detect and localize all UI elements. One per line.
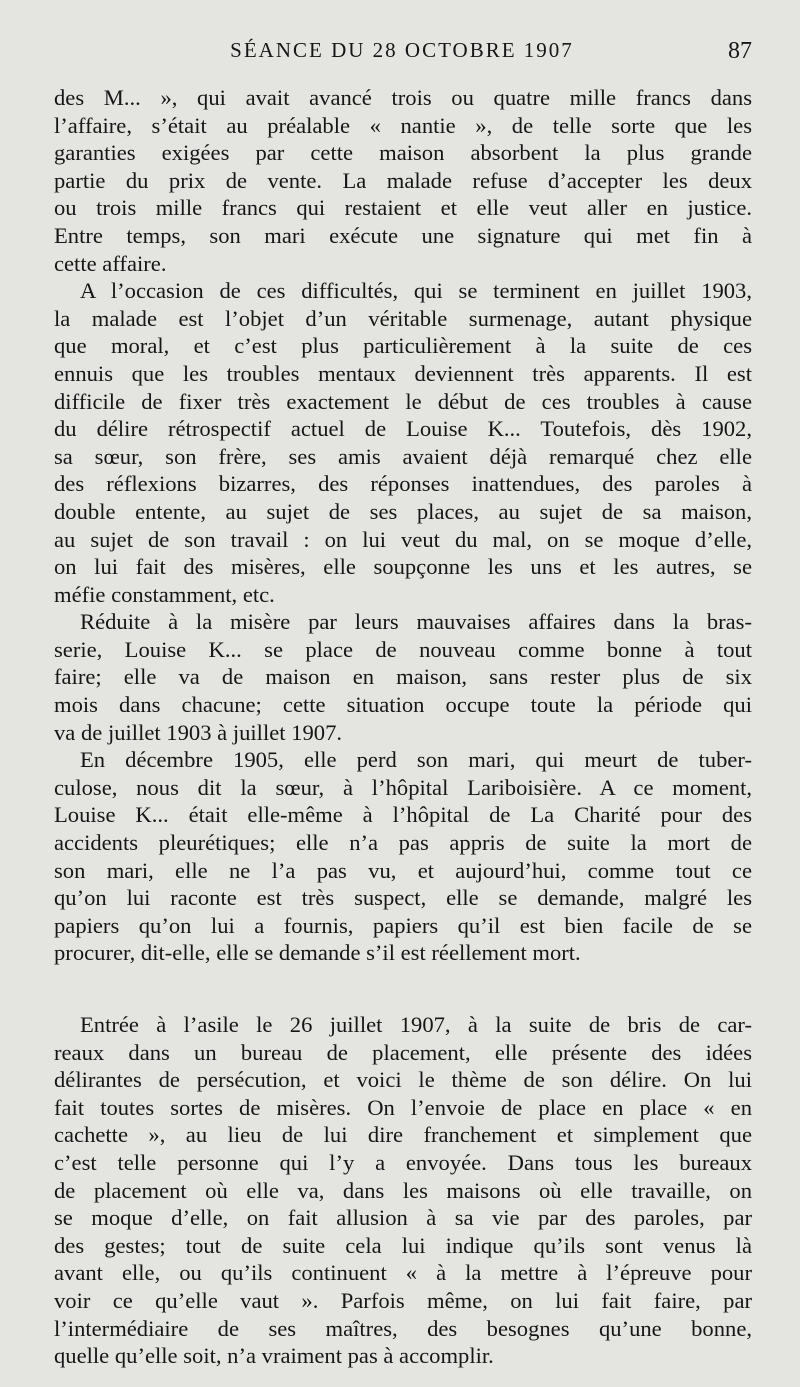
paragraph bbox=[54, 1011, 752, 1370]
text-line: délirantes de persécution, et voici le thème de son délire. On lui bbox=[54, 1067, 752, 1093]
paragraph bbox=[54, 608, 752, 746]
text-line: des gestes; tout de suite cela lui indique qu’ils sont venus là bbox=[54, 1232, 752, 1258]
text-line: on lui fait des misères, elle soupçonne les uns et les autres, se bbox=[54, 554, 752, 580]
text-line: fait toutes sortes de misères. On l’envoie de place en place « en bbox=[54, 1094, 752, 1120]
text-line: au sujet de son travail : on lui veut du mal, on se moque d’elle, bbox=[54, 526, 752, 552]
text-line: Réduite à la misère par leurs mauvaises affaires dans la bras- bbox=[80, 609, 752, 635]
text-line: ou trois mille francs qui restaient et elle veut aller en justice. bbox=[54, 195, 752, 221]
text-line: sa sœur, son frère, ses amis avaient déjà remarqué chez elle bbox=[54, 443, 752, 469]
page-number: 87 bbox=[728, 38, 752, 64]
text-line: l’intermédiaire de ses maîtres, des besognes qu’une bonne, bbox=[54, 1315, 752, 1341]
text-line: l’affaire, s’était au préalable « nantie », de telle sorte que les bbox=[54, 112, 752, 138]
text-line: va de juillet 1903 à juillet 1907. bbox=[54, 719, 343, 745]
paragraph bbox=[54, 746, 752, 967]
text-line: En décembre 1905, elle perd son mari, qui meurt de tuber- bbox=[80, 747, 752, 773]
text-line: du délire rétrospectif actuel de Louise K... Toutefois, dès 1902, bbox=[54, 416, 752, 442]
text-line: avant elle, ou qu’ils continuent « à la mettre à l’épreuve pour bbox=[54, 1260, 752, 1286]
running-head: SÉANCE DU 28 OCTOBRE 1907 bbox=[230, 38, 574, 62]
text-line: c’est telle personne qui l’y a envoyée. Dans tous les bureaux bbox=[54, 1149, 752, 1175]
text-line: des M... », qui avait avancé trois ou quatre mille francs dans bbox=[54, 85, 752, 110]
text-line: accidents pleurétiques; elle n’a pas appris de suite la mort de bbox=[54, 830, 752, 856]
text-line: double entente, au sujet de ses places, au sujet de sa maison, bbox=[54, 498, 752, 524]
text-line: quelle qu’elle soit, n’a vraiment pas à accomplir. bbox=[54, 1343, 494, 1369]
text-line: des réflexions bizarres, des réponses inattendues, des paroles à bbox=[54, 471, 752, 497]
text-line: garanties exigées par cette maison absorbent la plus grande bbox=[54, 140, 752, 166]
paragraph bbox=[54, 84, 752, 277]
text-line: qu’on lui raconte est très suspect, elle se demande, malgré les bbox=[54, 885, 752, 911]
text-line: serie, Louise K... se place de nouveau comme bonne à tout bbox=[54, 636, 752, 662]
text-line: cette affaire. bbox=[54, 250, 167, 276]
text-line: faire; elle va de maison en maison, sans rester plus de six bbox=[54, 664, 752, 690]
text-line: A l’occasion de ces difficultés, qui se terminent en juillet 1903, bbox=[80, 278, 752, 304]
text-line: voir ce qu’elle vaut ». Parfois même, on lui fait faire, par bbox=[54, 1287, 752, 1313]
paragraph bbox=[54, 277, 752, 608]
text-line: mois dans chacune; cette situation occupe toute la période qui bbox=[54, 692, 752, 718]
text-line: papiers qu’on lui a fournis, papiers qu’il est bien facile de se bbox=[54, 912, 752, 938]
text-line: Louise K... était elle-même à l’hôpital de La Charité pour des bbox=[54, 802, 752, 828]
text-line: procurer, dit-elle, elle se demande s’il est réellement mort. bbox=[54, 940, 581, 966]
text-line: se moque d’elle, on fait allusion à sa vie par des paroles, par bbox=[54, 1205, 752, 1231]
text-line: difficile de fixer très exactement le début de ces troubles à cause bbox=[54, 388, 752, 414]
text-line: que moral, et c’est plus particulièrement à la suite de ces bbox=[54, 333, 752, 359]
page-header bbox=[52, 38, 752, 74]
text-line: cachette », au lieu de lui dire franchement et simplement que bbox=[54, 1122, 752, 1148]
text-line: son mari, elle ne l’a pas vu, et aujourd’hui, comme tout ce bbox=[54, 857, 752, 883]
section-gap bbox=[54, 967, 752, 1011]
text-line: partie du prix de vente. La malade refuse d’accepter les deux bbox=[54, 167, 752, 193]
text-line: Entrée à l’asile le 26 juillet 1907, à la suite de bris de car- bbox=[80, 1012, 752, 1037]
body-text bbox=[54, 84, 752, 1370]
text-line: méfie constamment, etc. bbox=[54, 581, 275, 607]
text-line: de placement où elle va, dans les maisons où elle travaille, on bbox=[54, 1177, 752, 1203]
text-line: la malade est l’objet d’un véritable surmenage, autant physique bbox=[54, 305, 752, 331]
text-line: Entre temps, son mari exécute une signature qui met fin à bbox=[54, 222, 752, 248]
text-line: reaux dans un bureau de placement, elle présente des idées bbox=[54, 1039, 752, 1065]
text-line: ennuis que les troubles mentaux deviennent très apparents. Il est bbox=[54, 360, 752, 386]
text-line: culose, nous dit la sœur, à l’hôpital Lariboisière. A ce moment, bbox=[54, 774, 752, 800]
